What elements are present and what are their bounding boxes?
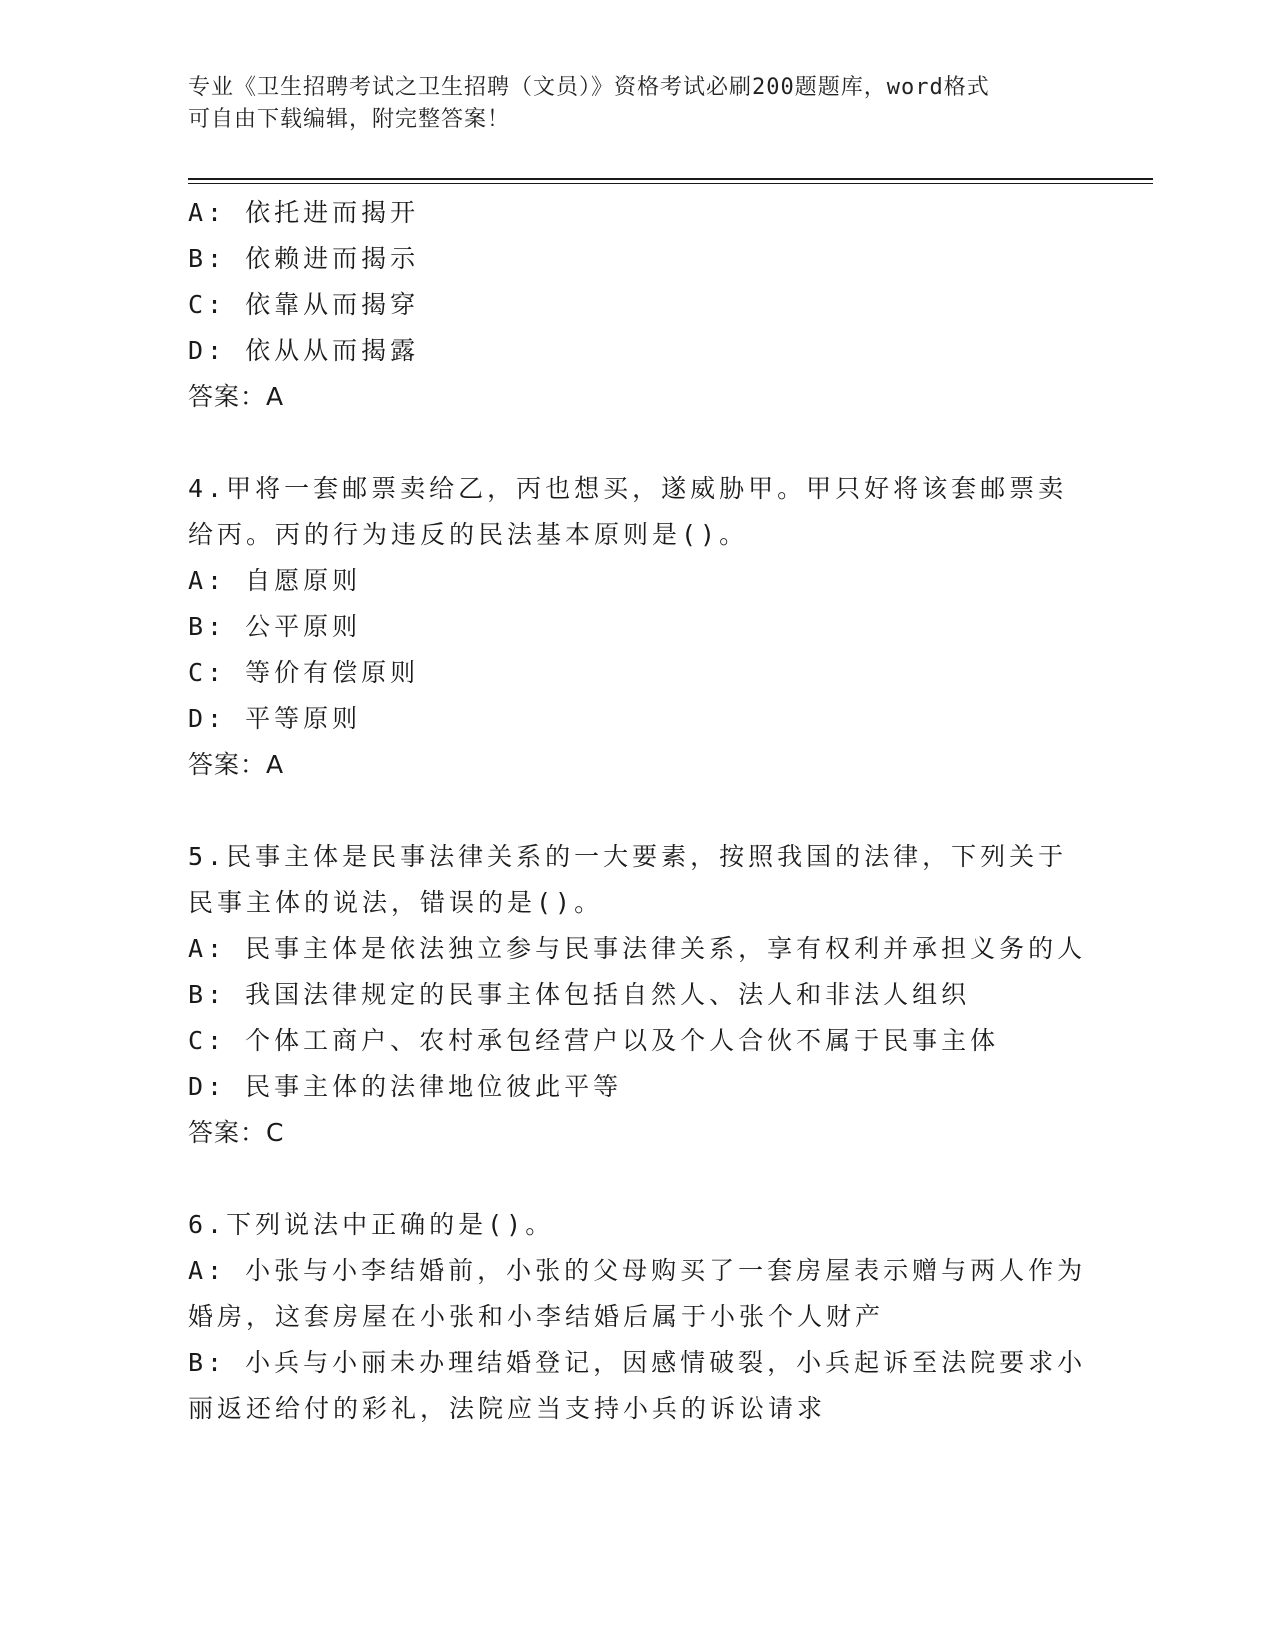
option-a-line-2: 婚房，这套房屋在小张和小李结婚后属于小张个人财产 [188,1302,885,1331]
question-block-6 [188,1202,1087,1432]
spacer [188,1156,1068,1202]
header-line-1: 专业《卫生招聘考试之卫生招聘（文员）》资格考试必刷200题题库，word格式 [188,75,990,100]
header-line-2: 可自由下载编辑，附完整答案！ [188,107,511,132]
question-text-line-2: 给丙。丙的行为违反的民法基本原则是()。 [188,520,749,549]
header-rule-thick [188,178,1153,180]
spacer [188,788,1068,834]
question-text-line-2: 民事主体的说法，错误的是()。 [188,888,604,917]
question-text-line-1: 4.甲将一套邮票卖给乙，丙也想买，遂威胁甲。甲只好将该套邮票卖 [188,474,1068,503]
option-c: C: 等价有偿原则 [188,658,420,687]
document-header [188,72,1068,136]
answer-label: 答案：C [188,1118,285,1147]
question-text-line-1: 5.民事主体是民事法律关系的一大要素，按照我国的法律，下列关于 [188,842,1068,871]
document-body [188,190,1087,1432]
option-a-line-1: A: 小张与小李结婚前，小张的父母购买了一套房屋表示赠与两人作为 [188,1256,1087,1285]
option-d: D: 依从从而揭露 [188,336,420,365]
option-a: A: 自愿原则 [188,566,362,595]
spacer [188,420,1068,466]
option-d: D: 民事主体的法律地位彼此平等 [188,1072,623,1101]
option-c: C: 个体工商户、农村承包经营户以及个人合伙不属于民事主体 [188,1026,1000,1055]
option-b-line-2: 丽返还给付的彩礼，法院应当支持小兵的诉讼请求 [188,1394,827,1423]
answer-label: 答案：A [188,382,285,411]
option-d: D: 平等原则 [188,704,362,733]
option-b: B: 依赖进而揭示 [188,244,420,273]
question-block-5 [188,834,1087,1156]
question-block-3 [188,190,1068,420]
option-a: A: 民事主体是依法独立参与民事法律关系，享有权利并承担义务的人 [188,934,1087,963]
question-text-line-1: 6.下列说法中正确的是()。 [188,1210,555,1239]
option-c: C: 依靠从而揭穿 [188,290,420,319]
question-block-4 [188,466,1068,788]
option-a: A: 依托进而揭开 [188,198,420,227]
header-rule-thin [188,183,1153,184]
option-b: B: 公平原则 [188,612,362,641]
option-b: B: 我国法律规定的民事主体包括自然人、法人和非法人组织 [188,980,971,1009]
answer-label: 答案：A [188,750,285,779]
option-b-line-1: B: 小兵与小丽未办理结婚登记，因感情破裂，小兵起诉至法院要求小 [188,1348,1087,1377]
